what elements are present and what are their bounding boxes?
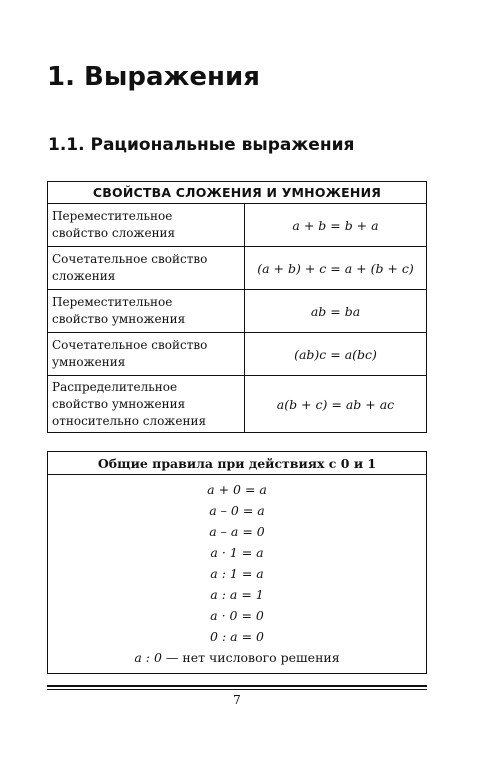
rule-note: — нет числового решения [161, 650, 340, 665]
properties-table [47, 181, 427, 433]
property-name-line: Сочетательное свойство [52, 252, 208, 266]
property-name-line: умножения [52, 355, 126, 369]
properties-table-header: СВОЙСТВА СЛОЖЕНИЯ И УМНОЖЕНИЯ [48, 182, 427, 204]
rule-expression: a : 0 [134, 650, 162, 665]
properties-table-header-row [48, 182, 427, 204]
property-name [48, 376, 245, 433]
rule-item: a : a = 1 [210, 587, 264, 602]
property-formula: (a + b) + c = a + (b + c) [245, 247, 427, 290]
rule-item-division-by-zero [48, 647, 426, 668]
property-name-line: относительно сложения [52, 413, 207, 428]
property-name [48, 204, 245, 247]
property-name [48, 247, 245, 290]
rule-item: 0 : a = 0 [210, 629, 264, 644]
property-name-line: сложения [52, 269, 116, 283]
rules-table-header-row [48, 452, 427, 475]
table-row [48, 333, 427, 376]
property-name-line: Переместительное [52, 295, 173, 309]
property-formula: ab = ba [245, 290, 427, 333]
property-name-line: свойство умножения [52, 312, 186, 326]
chapter-title: 1. Выражения [47, 62, 260, 92]
footer-divider-thin [47, 689, 427, 690]
table-row [48, 376, 427, 433]
section-title: 1.1. Рациональные выражения [48, 135, 355, 155]
rules-body-row [48, 475, 427, 674]
table-row [48, 247, 427, 290]
rules-table [47, 451, 427, 674]
property-formula: a(b + c) = ab + ac [245, 376, 427, 433]
rule-item: a – a = 0 [209, 524, 265, 539]
property-name-line: Сочетательное свойство [52, 338, 208, 352]
property-name [48, 333, 245, 376]
footer-divider [47, 685, 427, 687]
property-name-line: свойство сложения [52, 226, 176, 240]
rule-item: a + 0 = a [207, 482, 267, 497]
property-name-line: Переместительное [52, 209, 173, 223]
rules-table-header: Общие правила при действиях с 0 и 1 [48, 452, 427, 475]
rule-item: a · 1 = a [210, 545, 264, 560]
rule-item: a · 0 = 0 [210, 608, 264, 623]
table-row [48, 204, 427, 247]
property-name-line: Распределительное [52, 379, 178, 394]
rules-list [48, 475, 427, 674]
property-name-line: свойство умножения [52, 396, 186, 411]
rule-item: a : 1 = a [210, 566, 264, 581]
property-name [48, 290, 245, 333]
rule-item: a – 0 = a [209, 503, 265, 518]
property-formula: a + b = b + a [245, 204, 427, 247]
table-row [48, 290, 427, 333]
page-number: 7 [233, 693, 241, 707]
property-formula: (ab)c = a(bc) [245, 333, 427, 376]
